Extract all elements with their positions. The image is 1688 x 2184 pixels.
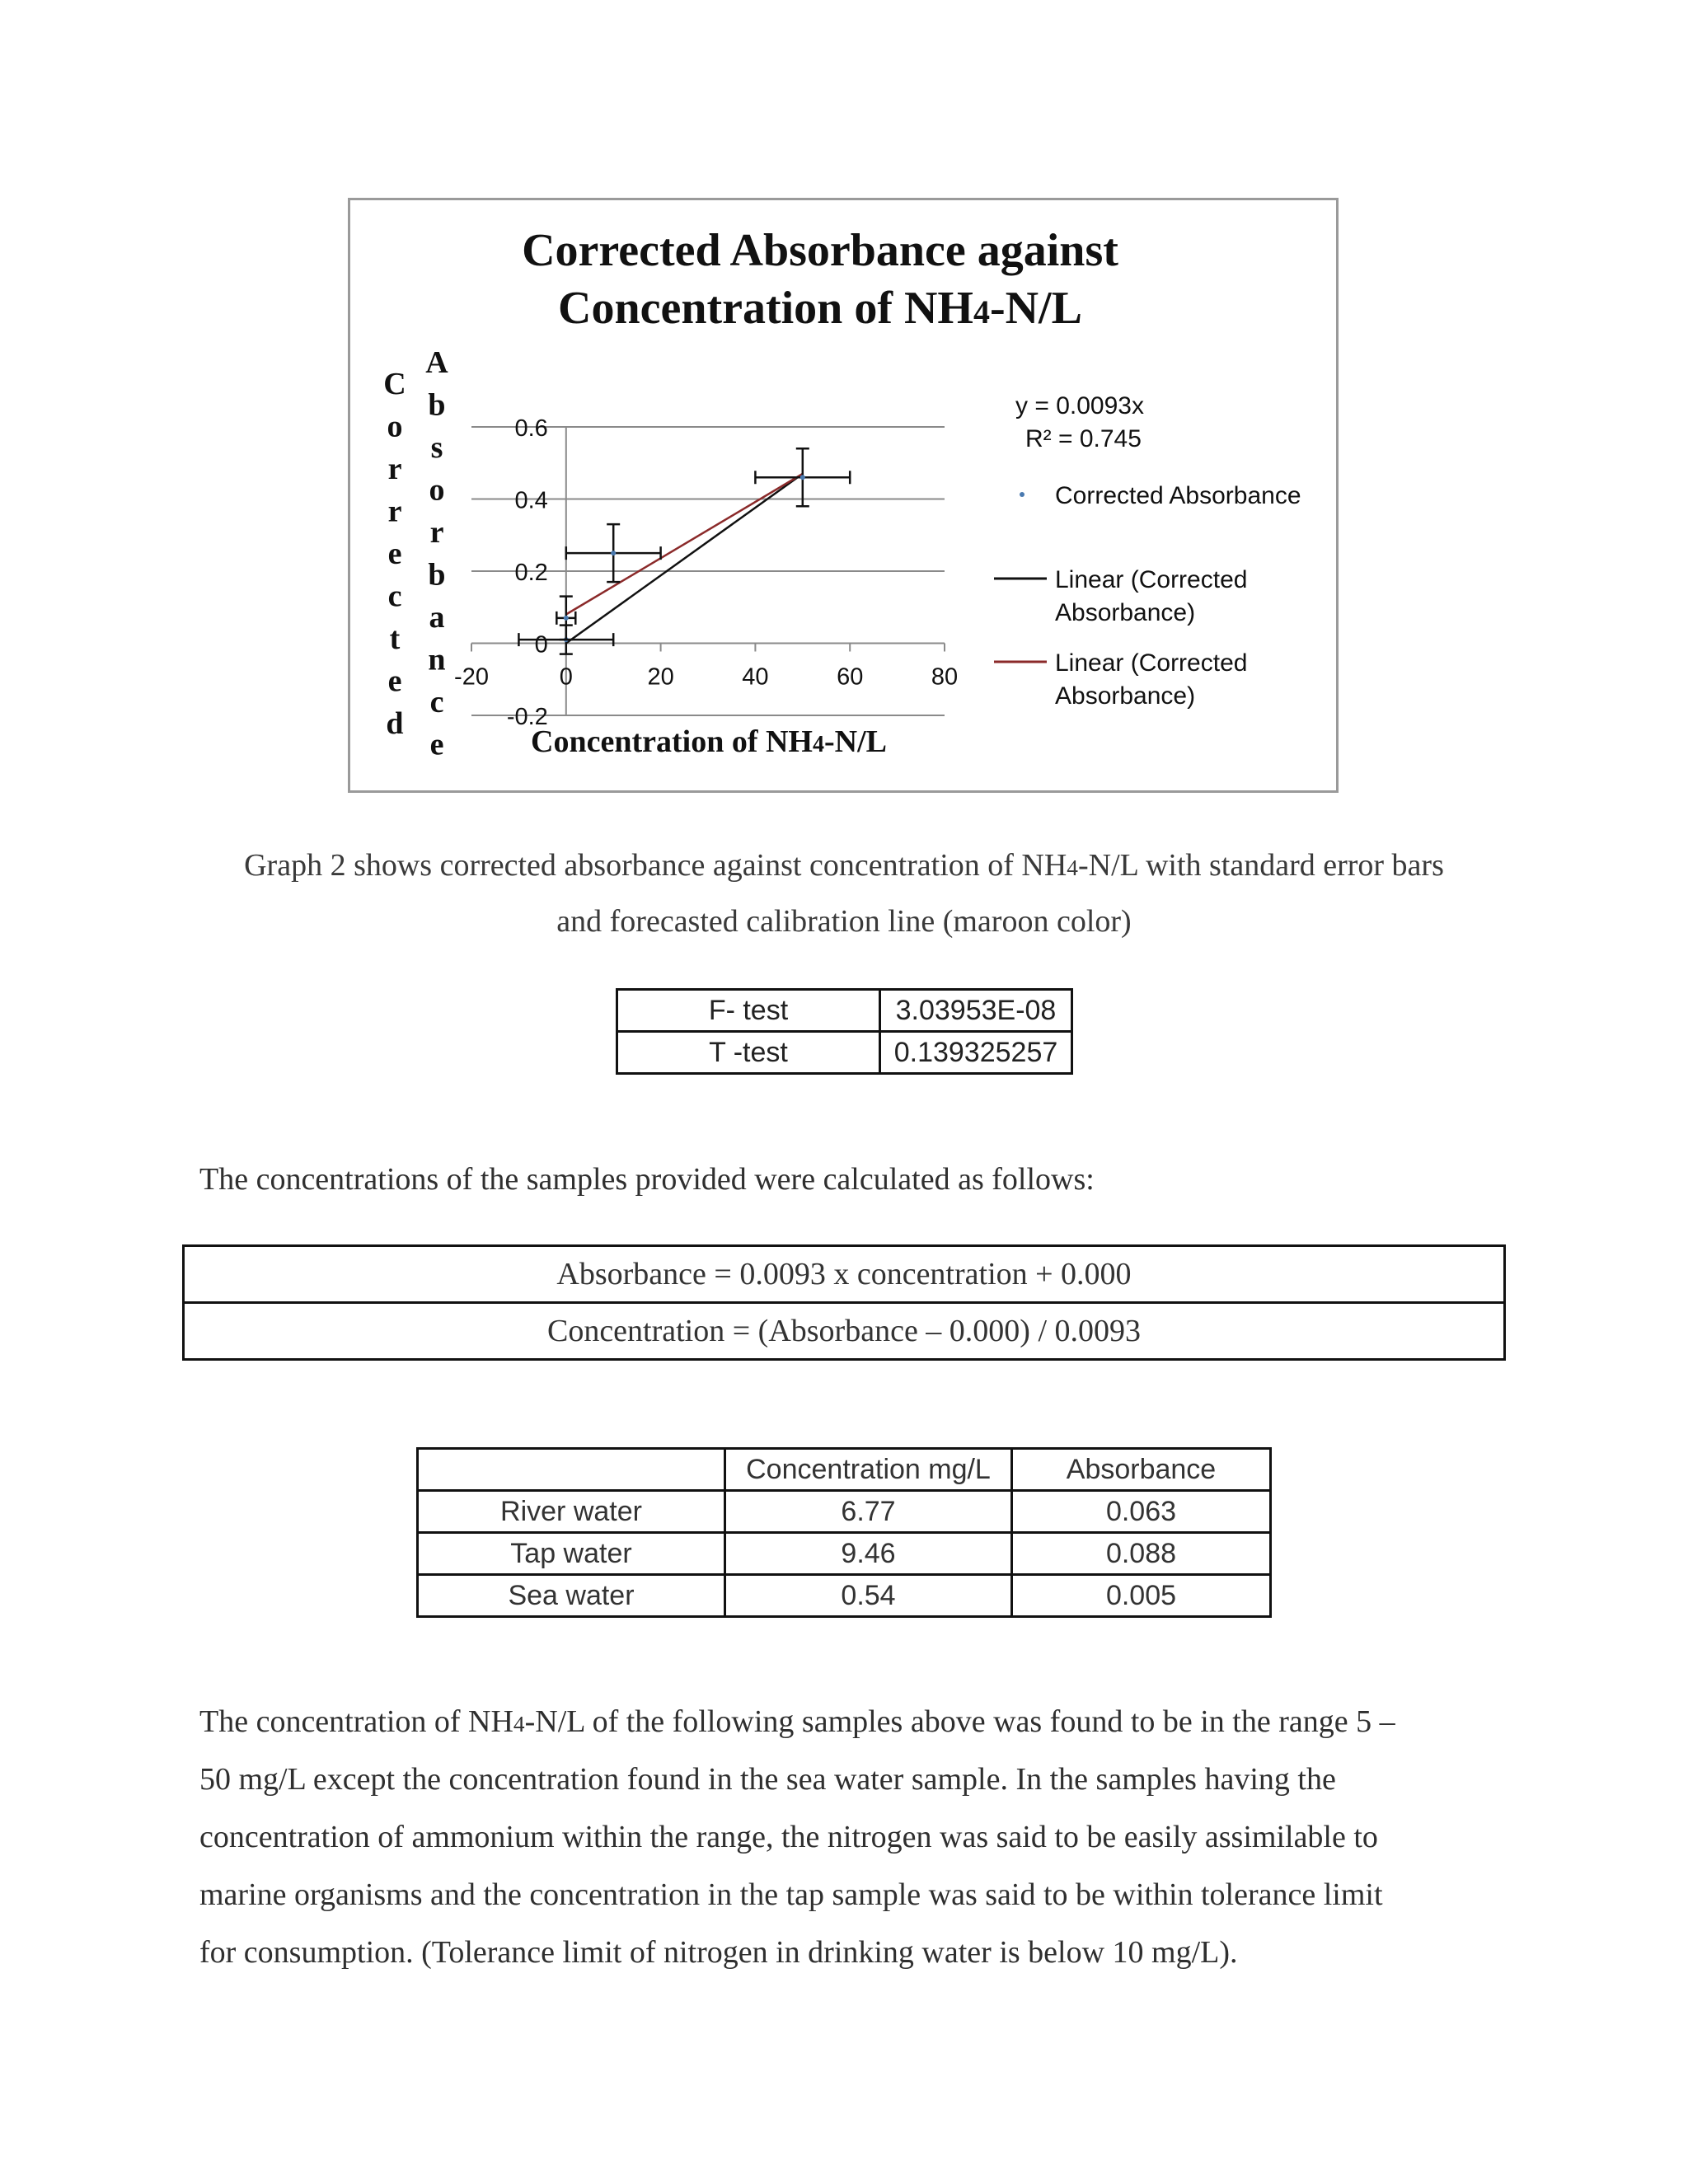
legend-label-corrected-absorbance: Corrected Absorbance xyxy=(1055,482,1301,509)
x-tick-labels xyxy=(454,664,958,691)
y-axis-label-letter: r xyxy=(387,494,402,529)
sample-concentration: 9.46 xyxy=(725,1533,1012,1575)
formula-absorbance: Absorbance = 0.0093 x concentration + 0.000 xyxy=(184,1246,1505,1303)
x-tick-label: 0 xyxy=(559,663,573,691)
y-axis-label-letter: t xyxy=(389,621,401,656)
y-tick-label: -0.2 xyxy=(506,704,548,730)
trendline-1 xyxy=(566,474,803,615)
y-tick-label: 0 xyxy=(534,631,548,658)
sample-name: Sea water xyxy=(418,1575,725,1617)
y-axis-label-letter: c xyxy=(429,685,444,719)
x-tick-label: 60 xyxy=(837,663,864,691)
graph-caption-line2: and forecasted calibration line (maroon color) xyxy=(556,904,1132,939)
legend-label-linear-2a: Linear (Corrected xyxy=(1055,649,1248,677)
y-axis-label-letter: e xyxy=(429,727,444,762)
y-tick-labels xyxy=(507,415,548,730)
sample-concentration: 6.77 xyxy=(725,1491,1012,1533)
trendline-equation: y = 0.0093x xyxy=(1015,392,1144,419)
conclusion-line5: for consumption. (Tolerance limit of nitrogen in drinking water is below 10 mg/L). xyxy=(199,1935,1238,1970)
table-header-row xyxy=(418,1449,1271,1491)
r-squared: R² = 0.745 xyxy=(1025,425,1142,452)
y-axis-label-letter: d xyxy=(386,706,404,741)
y-axis-label-letter: b xyxy=(428,387,446,423)
x-axis-label: Concentration of NH4-N/L xyxy=(531,724,887,759)
x-tick-label: 40 xyxy=(742,663,769,691)
table-row xyxy=(418,1575,1271,1617)
sample-absorbance: 0.063 xyxy=(1012,1491,1271,1533)
y-axis-label-letter: b xyxy=(428,557,446,593)
formula-table xyxy=(182,1244,1506,1361)
chart-title-line1: Corrected Absorbance against xyxy=(522,225,1118,276)
data-point-1 xyxy=(556,597,575,640)
table-row xyxy=(617,1032,1072,1074)
stats-table xyxy=(616,988,1073,1075)
y-tick-label: 0.2 xyxy=(514,560,548,586)
stat-label: T -test xyxy=(617,1032,880,1074)
y-axis-label-letter: o xyxy=(429,472,445,508)
chart-title-line2: Concentration of NH4-N/L xyxy=(558,283,1082,334)
table-row xyxy=(184,1246,1505,1303)
table-row xyxy=(418,1491,1271,1533)
y-axis-label-corrected xyxy=(383,367,406,741)
formula-concentration: Concentration = (Absorbance – 0.000) / 0.0093 xyxy=(184,1303,1505,1360)
table-row xyxy=(184,1303,1505,1360)
point-marker xyxy=(611,551,616,555)
data-points xyxy=(518,448,850,654)
chart-legend xyxy=(994,482,1301,710)
sample-name: River water xyxy=(418,1491,725,1533)
legend-label-linear-1b: Absorbance) xyxy=(1055,599,1196,626)
y-axis-label-letter: r xyxy=(429,515,444,550)
samples-table xyxy=(416,1447,1272,1618)
table-row xyxy=(617,990,1072,1032)
conclusion-line4: marine organisms and the concentration in the tap sample was said to be within tolerance limit xyxy=(199,1877,1383,1912)
y-axis-label-letter: A xyxy=(425,345,448,380)
point-marker xyxy=(564,616,569,621)
header-cell: Concentration mg/L xyxy=(725,1449,1012,1491)
y-tick-label: 0.6 xyxy=(514,415,548,442)
legend-marker-point xyxy=(1020,492,1025,497)
y-axis-label-letter: a xyxy=(429,600,445,635)
conclusion-line2: 50 mg/L except the concentration found in the sea water sample. In the samples having the xyxy=(199,1762,1336,1797)
sample-concentration: 0.54 xyxy=(725,1575,1012,1617)
y-axis-label-letter: e xyxy=(387,537,402,571)
stat-label: F- test xyxy=(617,990,880,1032)
graph-caption-line1: Graph 2 shows corrected absorbance against concentration of NH4-N/L with standard error bars xyxy=(244,848,1444,883)
sample-absorbance: 0.005 xyxy=(1012,1575,1271,1617)
header-cell xyxy=(418,1449,725,1491)
y-axis-label-letter: o xyxy=(387,409,403,444)
sample-name: Tap water xyxy=(418,1533,725,1575)
y-axis-label-letter: r xyxy=(387,452,402,486)
intro-paragraph: The concentrations of the samples provided were calculated as follows: xyxy=(199,1162,1095,1197)
y-axis-label-letter: C xyxy=(383,367,406,401)
conclusion-line1: The concentration of NH4-N/L of the following samples above was found to be in the range 5 – xyxy=(199,1704,1395,1739)
header-cell: Absorbance xyxy=(1012,1449,1271,1491)
stat-value: 0.139325257 xyxy=(880,1032,1072,1074)
legend-label-linear-2b: Absorbance) xyxy=(1055,682,1196,710)
stat-value: 3.03953E-08 xyxy=(880,990,1072,1032)
y-axis-label-letter: c xyxy=(387,579,402,614)
point-marker xyxy=(800,475,805,480)
x-tick-label: 80 xyxy=(931,663,959,691)
y-axis-label-letter: e xyxy=(387,663,402,699)
x-tick-label: -20 xyxy=(454,663,489,691)
legend-label-linear-1a: Linear (Corrected xyxy=(1055,566,1248,593)
table-row xyxy=(418,1533,1271,1575)
y-axis-label-absorbance xyxy=(425,345,448,762)
y-axis-label-letter: s xyxy=(430,430,443,465)
sample-absorbance: 0.088 xyxy=(1012,1533,1271,1575)
y-tick-label: 0.4 xyxy=(514,487,548,514)
x-tick-label: 20 xyxy=(647,663,674,691)
data-point-2 xyxy=(566,524,661,582)
y-axis-label-letter: n xyxy=(428,642,446,677)
conclusion-line3: concentration of ammonium within the range, the nitrogen was said to be easily assimilable to xyxy=(199,1820,1378,1854)
